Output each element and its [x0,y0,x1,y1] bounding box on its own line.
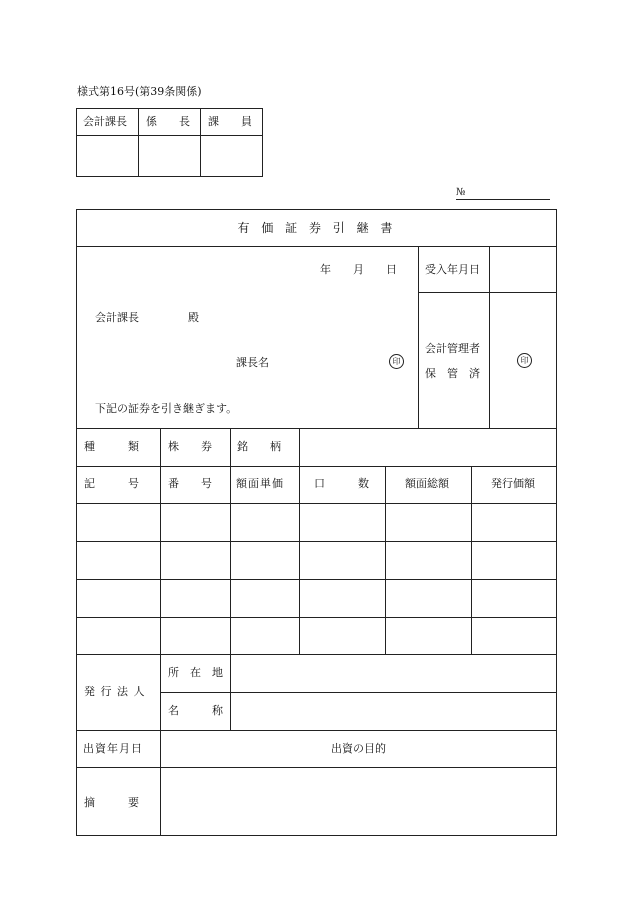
table-row[interactable] [77,504,556,541]
issuer-label: 発 行 法 人 [84,685,146,698]
table-row[interactable] [77,542,556,579]
issuer-location-label: 所 在 地 [168,666,223,679]
number-field-line [456,199,550,200]
manager-label: 会計管理者 [425,342,480,355]
column-header-issue-price: 発行価額 [491,477,535,490]
number-field[interactable] [470,186,550,199]
column-header-symbol: 記 号 [84,477,139,490]
table-row[interactable] [77,580,556,617]
approval-stamp-cell-2[interactable] [139,136,200,176]
brand-field[interactable] [300,429,556,466]
table-row[interactable] [77,618,556,654]
seal-mark-manager: 印 [517,353,532,368]
issuer-location-field[interactable] [231,655,556,692]
approval-header-subsection-chief: 係 長 [146,115,190,128]
column-header-units: 口 数 [314,477,369,490]
date-label: 年 月 日 [320,263,397,276]
column-header-face-total: 額面総額 [405,477,449,490]
received-date-label: 受入年月日 [425,263,480,276]
approval-stamp-cell-3[interactable] [201,136,262,176]
approval-header-accounting-chief: 会計課長 [83,115,127,128]
investment-date-label: 出資年月日 [83,742,143,755]
brand-label: 銘 柄 [237,440,281,453]
column-header-number: 番 号 [168,477,212,490]
issuer-name-field[interactable] [231,693,556,730]
remarks-field[interactable] [161,768,556,835]
statement-text: 下記の証券を引き継ぎます。 [95,402,238,415]
received-date-field[interactable] [490,247,556,292]
type-value: 株 券 [168,440,212,453]
seal-mark-section-chief: 印 [389,354,404,369]
approval-header-staff: 課 員 [208,115,252,128]
remarks-label: 摘 要 [84,796,139,809]
approval-stamp-cell-1[interactable] [77,136,138,176]
type-label: 種 類 [84,440,139,453]
custody-done-label: 保 管 済 [425,367,480,380]
column-header-face-unit: 額面単価 [236,477,284,490]
number-label: № [456,187,466,198]
issuer-name-label: 名 称 [168,704,223,717]
honorific-label: 殿 [188,311,199,324]
recipient-label: 会計課長 [95,311,139,324]
section-chief-label: 課長名 [236,356,269,369]
form-number: 様式第16号(第39条関係) [77,85,202,98]
investment-purpose-label: 出資の目的 [331,742,386,755]
form-title: 有 価 証 券 引 継 書 [237,221,397,235]
